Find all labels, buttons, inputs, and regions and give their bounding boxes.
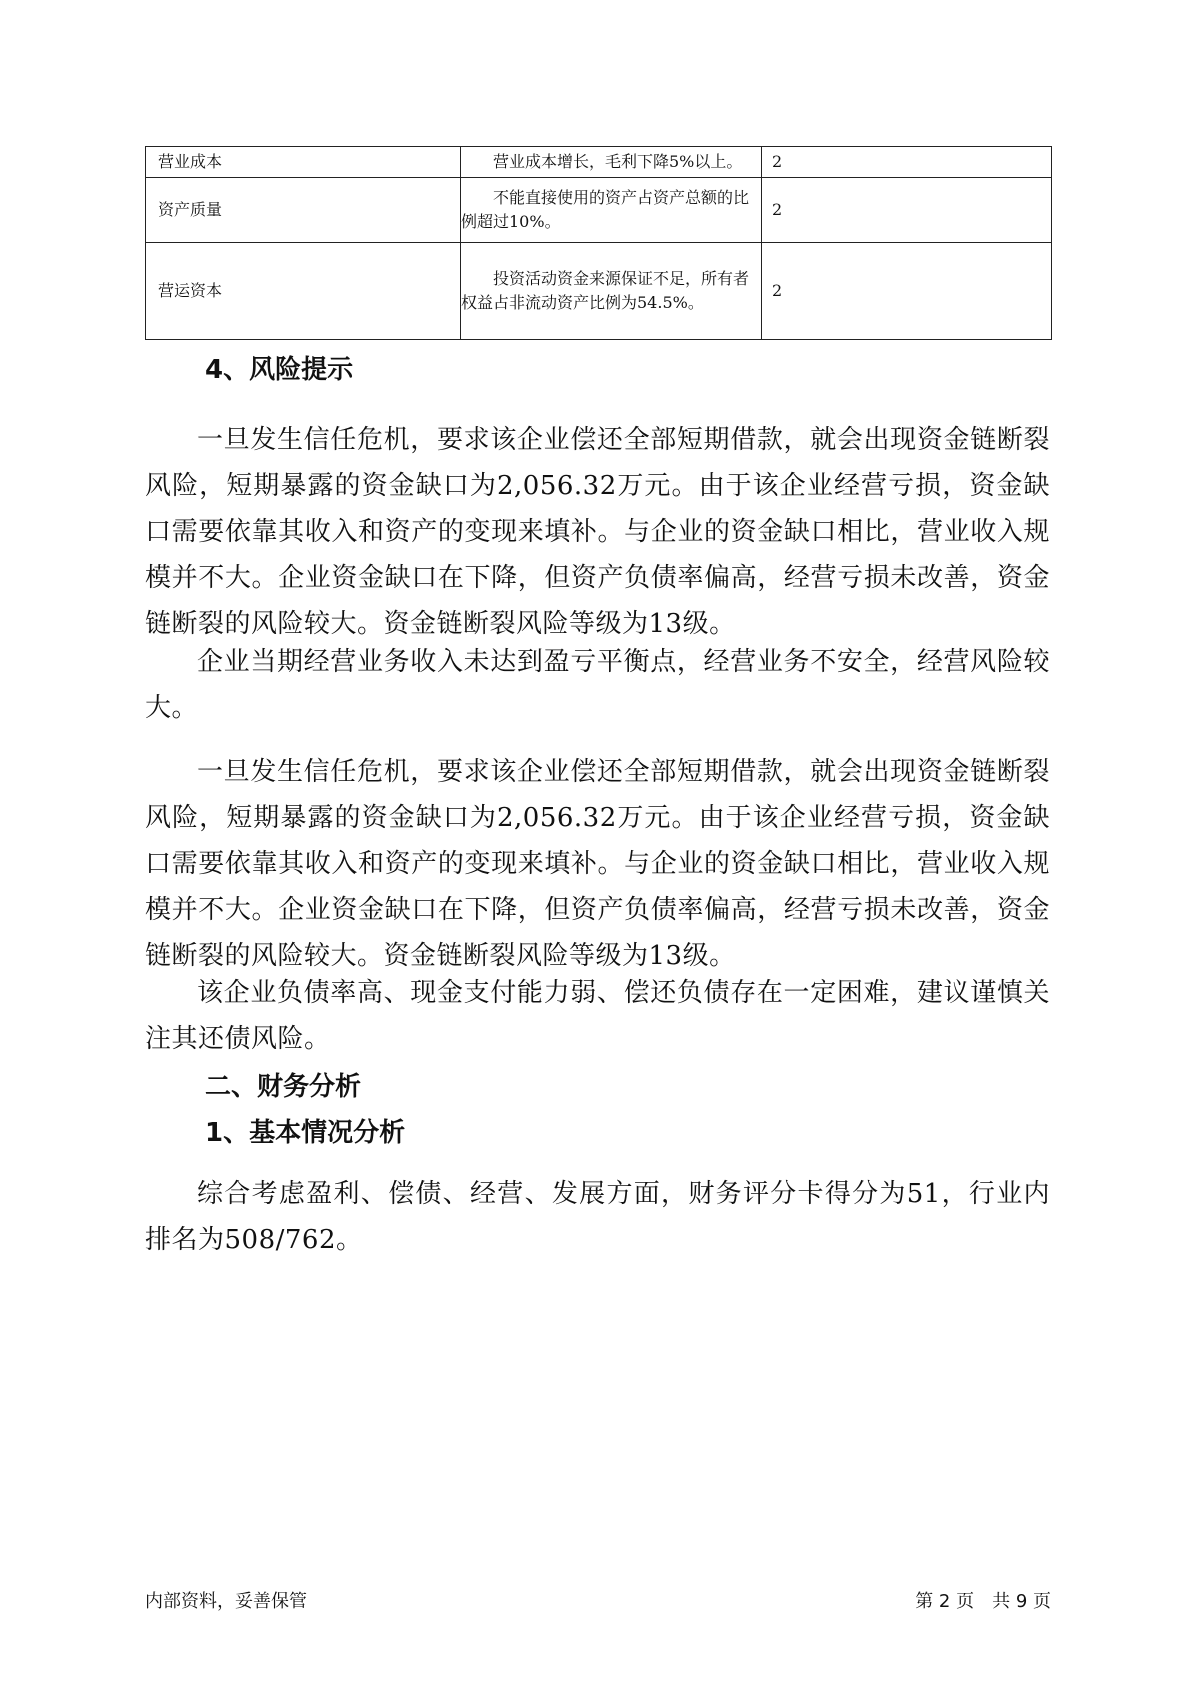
description-text: 投资活动资金来源保证不足，所有者权益占非流动资产比例为54.5%。 <box>461 269 750 312</box>
table-cell-description <box>461 243 762 340</box>
table-cell-score: 2 <box>762 178 1052 243</box>
table-cell-item: 营业成本 <box>146 147 461 178</box>
table-cell-score: 2 <box>762 243 1052 340</box>
table-row <box>146 243 1052 340</box>
risk-paragraph-1: 一旦发生信任危机，要求该企业偿还全部短期借款，就会出现资金链断裂风险，短期暴露的资金缺口为2,056.32万元。由于该企业经营亏损，资金缺口需要依靠其收入和资产的变现来填补。与企业的资金缺口相比，营业收入规模并不大。企业资金缺口在下降，但资产负债率偏高，经营亏损未改善，资金链断裂的风险较大。资金链断裂风险等级为13级。 <box>145 425 1050 639</box>
description-text: 营业成本增长，毛利下降5%以上。 <box>493 152 743 171</box>
risk-paragraph-4: 该企业负债率高、现金支付能力弱、偿还负债存在一定困难，建议谨慎关注其还债风险。 <box>145 978 1050 1054</box>
risk-indicator-table <box>145 146 1052 340</box>
footer-page-number: 第 2 页 共 9 页 <box>915 1591 1051 1612</box>
footer-confidential-note: 内部资料，妥善保管 <box>145 1591 307 1612</box>
risk-paragraph-2: 企业当期经营业务收入未达到盈亏平衡点，经营业务不安全，经营风险较大。 <box>145 647 1050 723</box>
table-row <box>146 178 1052 243</box>
table-cell-description <box>461 178 762 243</box>
risk-section-heading: 4、风险提示 <box>205 355 354 385</box>
risk-paragraph-3: 一旦发生信任危机，要求该企业偿还全部短期借款，就会出现资金链断裂风险，短期暴露的资金缺口为2,056.32万元。由于该企业经营亏损，资金缺口需要依靠其收入和资产的变现来填补。与企业的资金缺口相比，营业收入规模并不大。企业资金缺口在下降，但资产负债率偏高，经营亏损未改善，资金链断裂的风险较大。资金链断裂风险等级为13级。 <box>145 757 1050 971</box>
table-cell-item: 营运资本 <box>146 243 461 340</box>
basic-analysis-paragraph: 综合考虑盈利、偿债、经营、发展方面，财务评分卡得分为51，行业内排名为508/762。 <box>145 1179 1050 1255</box>
basic-analysis-subheading: 1、基本情况分析 <box>205 1118 406 1148</box>
table-cell-description <box>461 147 762 178</box>
description-text: 不能直接使用的资产占资产总额的比例超过10%。 <box>461 188 750 231</box>
table-cell-score: 2 <box>762 147 1052 178</box>
financial-section-heading: 二、财务分析 <box>205 1072 362 1102</box>
table-row <box>146 147 1052 178</box>
table-cell-item: 资产质量 <box>146 178 461 243</box>
